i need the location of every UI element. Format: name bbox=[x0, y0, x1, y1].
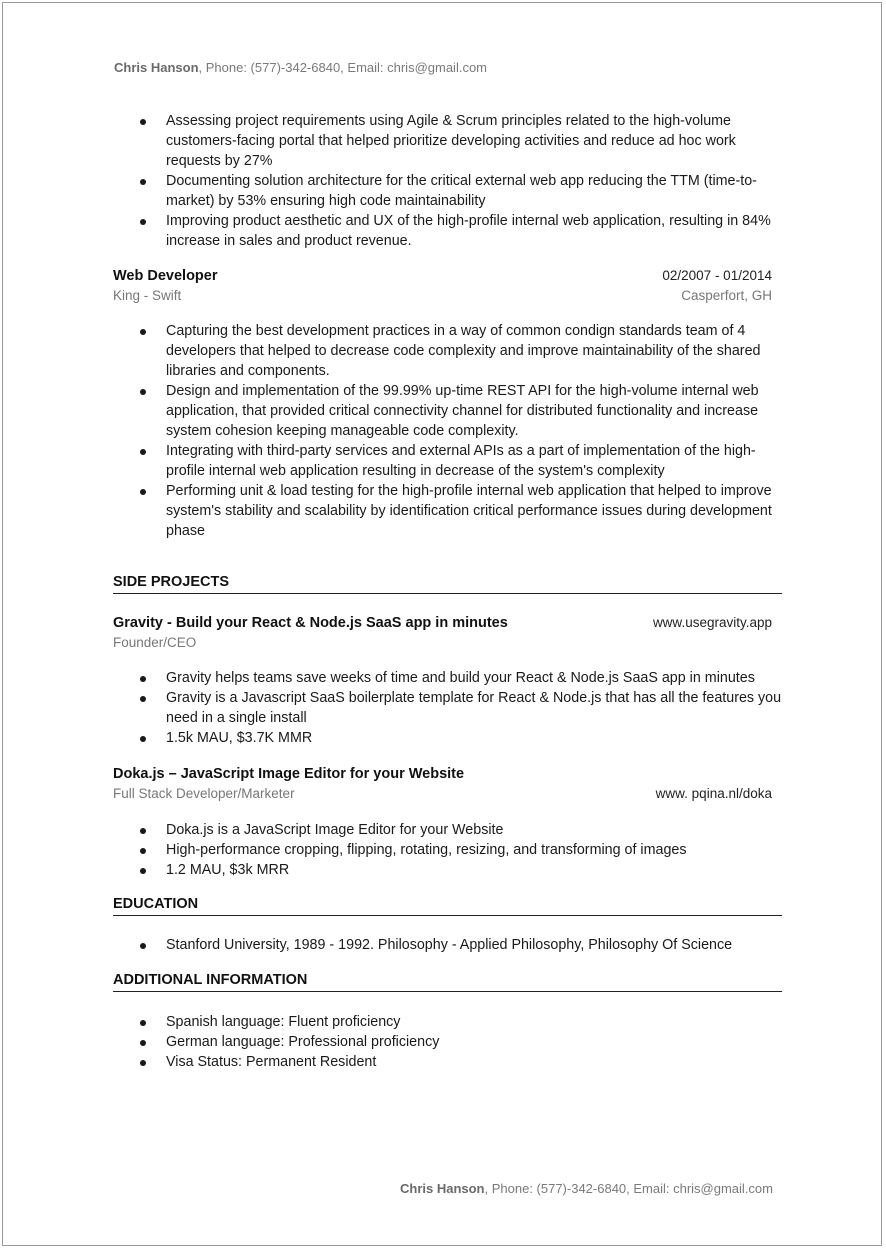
list-item: Gravity helps teams save weeks of time and build your React & Node.js SaaS app in minutes bbox=[136, 668, 786, 688]
header-contact: , Phone: (577)-342-6840, Email: chris@gmail.com bbox=[198, 60, 488, 75]
project-title-doka: Doka.js – JavaScript Image Editor for your Website bbox=[113, 766, 465, 782]
project-role-gravity: Founder/CEO bbox=[113, 635, 197, 650]
intro-bullet-list bbox=[136, 111, 786, 251]
project-title-gravity: Gravity - Build your React & Node.js SaaS app in minutes bbox=[113, 615, 508, 631]
list-item: High-performance cropping, flipping, rotating, resizing, and transforming of images bbox=[136, 840, 786, 860]
list-item: Visa Status: Permanent Resident bbox=[136, 1052, 786, 1072]
project-bullet-list-gravity bbox=[136, 668, 786, 748]
project-role-doka: Full Stack Developer/Marketer bbox=[113, 786, 295, 801]
page-footer bbox=[400, 1181, 773, 1196]
job-dates: 02/2007 - 01/2014 bbox=[662, 268, 772, 283]
list-item: Doka.js is a JavaScript Image Editor for your Website bbox=[136, 820, 786, 840]
header-name: Chris Hanson bbox=[114, 60, 199, 75]
job-title: Web Developer bbox=[113, 268, 218, 284]
resume-page bbox=[2, 2, 882, 1246]
list-item: Stanford University, 1989 - 1992. Philosophy - Applied Philosophy, Philosophy Of Science bbox=[136, 935, 786, 955]
additional-bullet-list bbox=[136, 1012, 786, 1072]
section-heading-side-projects: SIDE PROJECTS bbox=[113, 574, 782, 594]
list-item: Capturing the best development practices in a way of common condign standards team of 4 developers that helped to decrease code complexity and improve maintainability of the shared libraries and components. bbox=[136, 321, 786, 381]
list-item: Performing unit & load testing for the high-profile internal web application that helped to improve system's stability and scalability by identification critical performance issues during development phase bbox=[136, 481, 786, 541]
list-item: Integrating with third-party services and external APIs as a part of implementation of the high-profile internal web application resulting in decrease of the system's complexity bbox=[136, 441, 786, 481]
list-item: Assessing project requirements using Agile & Scrum principles related to the high-volume customers-facing portal that helped prioritize developing activities and reduce ad hoc work requests by 27% bbox=[136, 111, 786, 171]
project-url-gravity: www.usegravity.app bbox=[652, 615, 772, 630]
list-item: 1.2 MAU, $3k MRR bbox=[136, 860, 786, 880]
list-item: German language: Professional proficiency bbox=[136, 1032, 786, 1052]
list-item: Spanish language: Fluent proficiency bbox=[136, 1012, 786, 1032]
list-item: Gravity is a Javascript SaaS boilerplate template for React & Node.js that has all the features you need in a single install bbox=[136, 688, 786, 728]
section-heading-additional-information: ADDITIONAL INFORMATION bbox=[113, 972, 782, 992]
job-location: Casperfort, GH bbox=[681, 288, 772, 303]
footer-contact: , Phone: (577)-342-6840, Email: chris@gmail.com bbox=[484, 1181, 773, 1196]
project-url-doka: www. pqina.nl/doka bbox=[655, 786, 772, 801]
list-item: Documenting solution architecture for the critical external web app reducing the TTM (time-to-market) by 53% ensuring high code maintainability bbox=[136, 171, 786, 211]
footer-name: Chris Hanson bbox=[399, 1181, 485, 1196]
list-item: Improving product aesthetic and UX of the high-profile internal web application, resulting in 84% increase in sales and product revenue. bbox=[136, 211, 786, 251]
list-item: Design and implementation of the 99.99% up-time REST API for the high-volume internal web application, that provided critical connectivity channel for distributed functionality and increase system cohesion keeping manageable code complexity. bbox=[136, 381, 786, 441]
page-header bbox=[114, 60, 487, 75]
job-company: King - Swift bbox=[113, 288, 182, 303]
section-heading-education: EDUCATION bbox=[113, 896, 782, 916]
list-item: 1.5k MAU, $3.7K MMR bbox=[136, 728, 786, 748]
project-bullet-list-doka bbox=[136, 820, 786, 880]
education-bullet-list bbox=[136, 935, 786, 955]
job-bullet-list bbox=[136, 321, 786, 541]
